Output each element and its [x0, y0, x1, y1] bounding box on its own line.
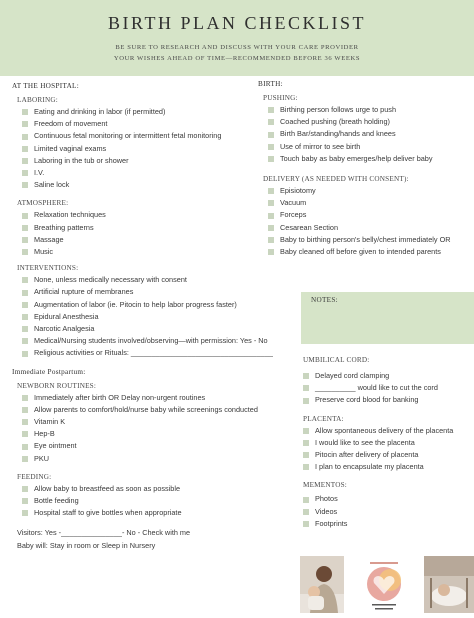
checkbox[interactable]: [22, 146, 28, 152]
list-item[interactable]: __________ would like to cut the cord: [303, 382, 472, 394]
photo-nursery: [424, 556, 474, 613]
checkbox[interactable]: [22, 225, 28, 231]
notes-label: NOTES:: [311, 296, 338, 304]
feeding-title: FEEDING:: [17, 472, 52, 481]
mementos-list: [303, 493, 472, 530]
checkbox[interactable]: [22, 213, 28, 219]
atmosphere-list: [22, 209, 297, 258]
list-item[interactable]: I.V.: [22, 167, 297, 179]
list-item[interactable]: Touch baby as baby emerges/help deliver baby: [268, 153, 470, 165]
list-item[interactable]: Preserve cord blood for banking: [303, 394, 472, 406]
list-item[interactable]: Allow spontaneous delivery of the placenta: [303, 425, 472, 437]
list-item[interactable]: Freedom of movement: [22, 118, 297, 130]
logo-card: [352, 556, 416, 613]
newborn-title: NEWBORN ROUTINES:: [17, 381, 97, 390]
checkbox[interactable]: [22, 326, 28, 332]
list-item[interactable]: Eating and drinking in labor (if permitted): [22, 106, 297, 118]
list-item[interactable]: Videos: [303, 506, 472, 518]
placenta-list: [303, 425, 472, 474]
checkbox[interactable]: [22, 158, 28, 164]
list-item[interactable]: Hep-B: [22, 428, 297, 440]
checkbox[interactable]: [22, 314, 28, 320]
checkbox[interactable]: [303, 385, 309, 391]
mementos-title: MEMENTOS:: [303, 481, 347, 490]
checkbox[interactable]: [22, 109, 28, 115]
list-item[interactable]: Massage: [22, 234, 297, 246]
list-item[interactable]: Laboring in the tub or shower: [22, 155, 297, 167]
checkbox[interactable]: [268, 225, 274, 231]
list-item[interactable]: Birth Bar/standing/hands and knees: [268, 128, 470, 140]
checkbox[interactable]: [22, 249, 28, 255]
checkbox[interactable]: [22, 456, 28, 462]
list-item[interactable]: Allow baby to breastfeed as soon as possible: [22, 483, 297, 495]
checkbox[interactable]: [303, 428, 309, 434]
list-item[interactable]: Baby to birthing person's belly/chest immediately OR: [268, 234, 470, 246]
list-item[interactable]: Vitamin K: [22, 416, 297, 428]
checkbox[interactable]: [303, 521, 309, 527]
list-item[interactable]: Baby cleaned off before given to intended parents: [268, 246, 470, 258]
atmosphere-title: ATMOSPHERE:: [17, 199, 69, 208]
checkbox[interactable]: [22, 290, 28, 296]
list-item[interactable]: Pitocin after delivery of placenta: [303, 449, 472, 461]
list-item[interactable]: PKU: [22, 453, 297, 465]
subtitle-line-2: YOUR WISHES AHEAD OF TIME—RECOMMENDED BEFORE 36 WEEKS: [113, 55, 361, 62]
list-item[interactable]: Bottle feeding: [22, 495, 297, 507]
checkbox[interactable]: [22, 510, 28, 516]
checkbox[interactable]: [22, 277, 28, 283]
checkbox[interactable]: [22, 170, 28, 176]
list-item[interactable]: Forceps: [268, 209, 470, 221]
list-item[interactable]: Birthing person follows urge to push: [268, 104, 470, 116]
list-item[interactable]: Cesarean Section: [268, 222, 470, 234]
list-item[interactable]: Religious activities or Rituals: ___________________________________: [22, 347, 297, 359]
checkbox[interactable]: [303, 509, 309, 515]
list-item[interactable]: Music: [22, 246, 297, 258]
checkbox[interactable]: [22, 302, 28, 308]
laboring-title: LABORING:: [17, 96, 58, 104]
baby-will-line[interactable]: Baby will: Stay in room or Sleep in Nursery: [17, 540, 156, 550]
checkbox[interactable]: [303, 373, 309, 379]
feeding-list: [22, 483, 297, 520]
checkbox[interactable]: [268, 200, 274, 206]
delivery-list: [268, 185, 470, 258]
left-column: [12, 82, 297, 552]
list-item[interactable]: None, unless medically necessary with consent: [22, 274, 297, 286]
list-item[interactable]: Hospital staff to give bottles when appropriate: [22, 507, 297, 519]
list-item[interactable]: Eye ointment: [22, 440, 297, 452]
list-item[interactable]: Relaxation techniques: [22, 209, 297, 221]
checkbox[interactable]: [303, 497, 309, 503]
checkbox[interactable]: [303, 398, 309, 404]
checkbox[interactable]: [268, 132, 274, 138]
page-title: BIRTH PLAN CHECKLIST: [108, 13, 366, 33]
right-lower-column: [298, 356, 472, 530]
list-item[interactable]: Narcotic Analgesia: [22, 323, 297, 335]
checkbox[interactable]: [22, 407, 28, 413]
list-item[interactable]: Episiotomy: [268, 185, 470, 197]
pushing-title: PUSHING:: [263, 94, 298, 102]
placenta-title: PLACENTA:: [303, 414, 344, 423]
checkbox[interactable]: [22, 237, 28, 243]
list-item[interactable]: Medical/Nursing students involved/observing—with permission: Yes - No: [22, 335, 297, 347]
checkbox[interactable]: [268, 107, 274, 113]
checkbox[interactable]: [303, 464, 309, 470]
checkbox[interactable]: [268, 249, 274, 255]
umbilical-list: [303, 370, 472, 407]
visitors-line[interactable]: Visitors: Yes -_______________- No - Check with me: [17, 528, 191, 538]
right-column: [258, 80, 470, 258]
checkbox[interactable]: [268, 237, 274, 243]
checkbox[interactable]: [303, 440, 309, 446]
notes-panel[interactable]: [301, 292, 474, 344]
checkbox[interactable]: [268, 213, 274, 219]
subtitle-line-1: BE SURE TO RESEARCH AND DISCUSS WITH YOUR CARE PROVIDER: [115, 44, 359, 51]
checkbox[interactable]: [22, 182, 28, 188]
checkbox[interactable]: [22, 444, 28, 450]
checkbox[interactable]: [22, 395, 28, 401]
interventions-list: [22, 274, 297, 359]
checkbox[interactable]: [268, 119, 274, 125]
checkbox[interactable]: [22, 419, 28, 425]
checkbox[interactable]: [22, 486, 28, 492]
list-item[interactable]: I plan to encapsulate my placenta: [303, 461, 472, 473]
list-item[interactable]: Limited vaginal exams: [22, 143, 297, 155]
checkbox[interactable]: [22, 431, 28, 437]
postpartum-heading: Immediate Postpartum:: [12, 367, 86, 376]
header-banner: [0, 0, 474, 76]
list-item[interactable]: Vacuum: [268, 197, 470, 209]
umbilical-title: UMBILICAL CORD:: [303, 356, 370, 364]
pushing-list: [268, 104, 470, 165]
list-item[interactable]: Epidural Anesthesia: [22, 311, 297, 323]
checkbox[interactable]: [22, 498, 28, 504]
checkbox[interactable]: [22, 134, 28, 140]
laboring-list: [22, 106, 297, 191]
list-item[interactable]: Breathing patterns: [22, 222, 297, 234]
checkbox[interactable]: [303, 452, 309, 458]
checkbox[interactable]: [268, 144, 274, 150]
interventions-title: INTERVENTIONS:: [17, 264, 79, 273]
list-item[interactable]: Artificial rupture of membranes: [22, 286, 297, 298]
list-item[interactable]: Continuous fetal monitoring or intermittent fetal monitoring: [22, 130, 297, 142]
delivery-title: DELIVERY (AS NEEDED WITH CONSENT):: [263, 175, 409, 184]
list-item[interactable]: Use of mirror to see birth: [268, 141, 470, 153]
list-item[interactable]: Photos: [303, 493, 472, 505]
checkbox[interactable]: [268, 188, 274, 194]
list-item[interactable]: Immediately after birth OR Delay non-urgent routines: [22, 392, 297, 404]
list-item[interactable]: Allow parents to comfort/hold/nurse baby while screenings conducted: [22, 404, 297, 416]
birth-heading: BIRTH:: [258, 80, 283, 88]
checkbox[interactable]: [22, 121, 28, 127]
newborn-list: [22, 392, 297, 465]
photo-mother-baby: [300, 556, 344, 613]
checkbox[interactable]: [22, 338, 28, 344]
list-item[interactable]: Augmentation of labor (ie. Pitocin to help labor progress faster): [22, 299, 297, 311]
checkbox[interactable]: [22, 351, 28, 357]
hospital-heading: AT THE HOSPITAL:: [12, 82, 80, 90]
list-item[interactable]: Saline lock: [22, 179, 297, 191]
list-item[interactable]: Coached pushing (breath holding): [268, 116, 470, 128]
list-item[interactable]: I would like to see the placenta: [303, 437, 472, 449]
list-item[interactable]: Footprints: [303, 518, 472, 530]
list-item[interactable]: Delayed cord clamping: [303, 370, 472, 382]
checkbox[interactable]: [268, 156, 274, 162]
